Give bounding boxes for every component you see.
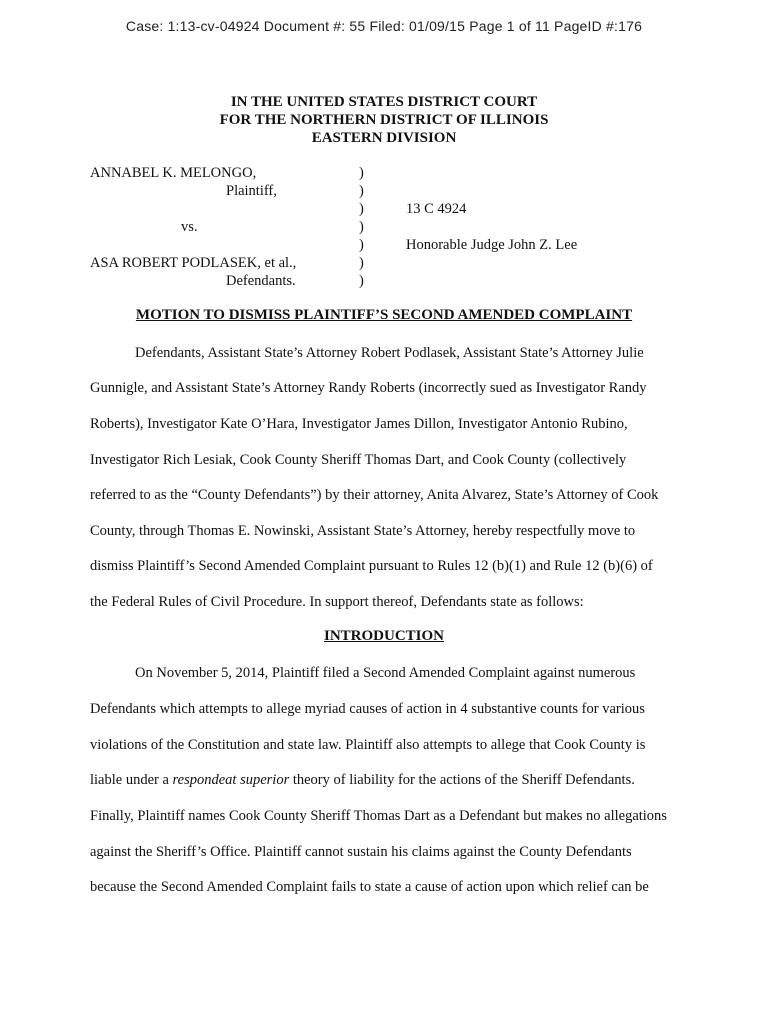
paragraph-line: Defendants which attempts to allege myriad causes of action in 4 substantive counts for various — [90, 701, 645, 717]
section-heading-introduction: INTRODUCTION — [323, 628, 444, 644]
paragraph-line — [90, 771, 635, 789]
caption-paren: ) — [359, 237, 364, 253]
paragraph-line: the Federal Rules of Civil Procedure. In support thereof, Defendants state as follows: — [90, 594, 584, 610]
caption-paren: ) — [359, 183, 364, 199]
caption-paren: ) — [359, 201, 364, 217]
case-number: 13 C 4924 — [406, 201, 467, 217]
paragraph-line: against the Sheriff’s Office. Plaintiff cannot sustain his claims against the County Defendants — [90, 844, 632, 860]
paragraph-line: because the Second Amended Complaint fails to state a cause of action upon which relief can be — [90, 879, 649, 895]
text-run: liable under a — [90, 772, 173, 788]
paragraph-line: violations of the Constitution and state law. Plaintiff also attempts to allege that Cook County is — [90, 737, 646, 753]
caption-paren: ) — [359, 165, 364, 181]
paragraph-line: Defendants, Assistant State’s Attorney Robert Podlasek, Assistant State’s Attorney Julie — [135, 345, 644, 361]
court-heading-line-3: EASTERN DIVISION — [311, 130, 457, 146]
caption-paren: ) — [359, 273, 364, 289]
case-caption — [0, 164, 768, 290]
caption-paren: ) — [359, 219, 364, 235]
court-heading-line-2: FOR THE NORTHERN DISTRICT OF ILLINOIS — [219, 112, 549, 128]
text-run: theory of liability for the actions of the Sheriff Defendants. — [289, 772, 635, 788]
plaintiff-role: Plaintiff, — [226, 183, 277, 199]
motion-title: MOTION TO DISMISS PLAINTIFF’S SECOND AMENDED COMPLAINT — [135, 307, 633, 323]
paragraph-line: dismiss Plaintiff’s Second Amended Complaint pursuant to Rules 12 (b)(1) and Rule 12 (b)(6) of — [90, 558, 653, 574]
paragraph-line: County, through Thomas E. Nowinski, Assistant State’s Attorney, hereby respectfully move to — [90, 523, 636, 539]
plaintiff-name: ANNABEL K. MELONGO, — [90, 165, 257, 181]
caption-paren: ) — [359, 255, 364, 271]
paragraph-line: On November 5, 2014, Plaintiff filed a Second Amended Complaint against numerous — [135, 665, 636, 681]
versus-label: vs. — [181, 219, 198, 235]
ecf-filing-header: Case: 1:13-cv-04924 Document #: 55 Filed: 01/09/15 Page 1 of 11 PageID #:176 — [125, 18, 643, 34]
judge-name: Honorable Judge John Z. Lee — [406, 237, 578, 253]
defendant-name: ASA ROBERT PODLASEK, et al., — [90, 255, 297, 271]
paragraph-line: Investigator Rich Lesiak, Cook County Sheriff Thomas Dart, and Cook County (collectively — [90, 452, 627, 468]
paragraph-line: referred to as the “County Defendants”) by their attorney, Anita Alvarez, State’s Attorney of Cook — [90, 487, 659, 503]
court-heading — [0, 93, 768, 147]
court-heading-line-1: IN THE UNITED STATES DISTRICT COURT — [230, 94, 538, 110]
italic-term: respondeat superior — [172, 772, 290, 788]
paragraph-line: Gunnigle, and Assistant State’s Attorney Randy Roberts (incorrectly sued as Investigator Randy — [90, 380, 647, 396]
defendant-role: Defendants. — [226, 273, 296, 289]
paragraph-line: Roberts), Investigator Kate O’Hara, Investigator James Dillon, Investigator Antonio Rubino, — [90, 416, 628, 432]
paragraph-line: Finally, Plaintiff names Cook County Sheriff Thomas Dart as a Defendant but makes no allegations — [90, 808, 667, 824]
